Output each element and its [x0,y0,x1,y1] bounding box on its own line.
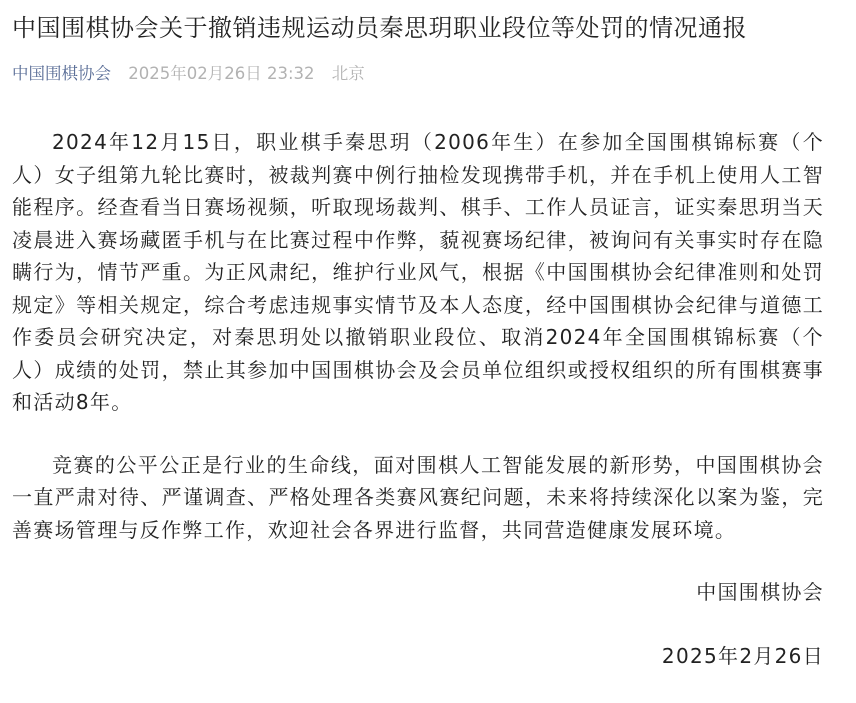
article-meta [12,60,365,88]
article-body [12,126,824,703]
signature: 中国围棋协会 [696,580,824,604]
publish-time: 2025年02月26日 23:32 [128,64,315,83]
article-title: 中国围棋协会关于撤销违规运动员秦思玥职业段位等处罚的情况通报 [12,14,747,42]
publish-location: 北京 [331,64,365,83]
paragraph: 2024年12月15日，职业棋手秦思玥（2006年生）在参加全国围棋锦标赛（个人）女子组第九轮比赛时，被裁判赛中例行抽检发现携带手机，并在手机上使用人工智能程序。经查看当日赛场视频，听取现场裁判、棋手、工作人员证言，证实秦思玥当天凌晨进入赛场藏匿手机与在比赛过程中作弊，藐视赛场纪律，被询问有关事实时存在隐瞒行为，情节严重。为正风肃纪，维护行业风气，根据《中国围棋协会纪律准则和处罚规定》等相关规定，综合考虑违规事实情节及本人态度，经中国围棋协会纪律与道德工作委员会研究决定，对秦思玥处以撤销职业段位、取消2024年全国围棋锦标赛（个人）成绩的处罚，禁止其参加中国围棋协会及会员单位组织或授权组织的所有围棋赛事和活动8年。 [12,130,824,414]
signature-date: 2025年2月26日 [661,643,824,668]
author-link[interactable]: 中国围棋协会 [12,64,111,83]
paragraph: 竞赛的公平公正是行业的生命线，面对围棋人工智能发展的新形势，中国围棋协会一直严肃对待、严谨调查、严格处理各类赛风赛纪问题，未来将持续深化以案为鉴，完善赛场管理与反作弊工作，欢迎社会各界进行监督，共同营造健康发展环境。 [12,452,824,542]
